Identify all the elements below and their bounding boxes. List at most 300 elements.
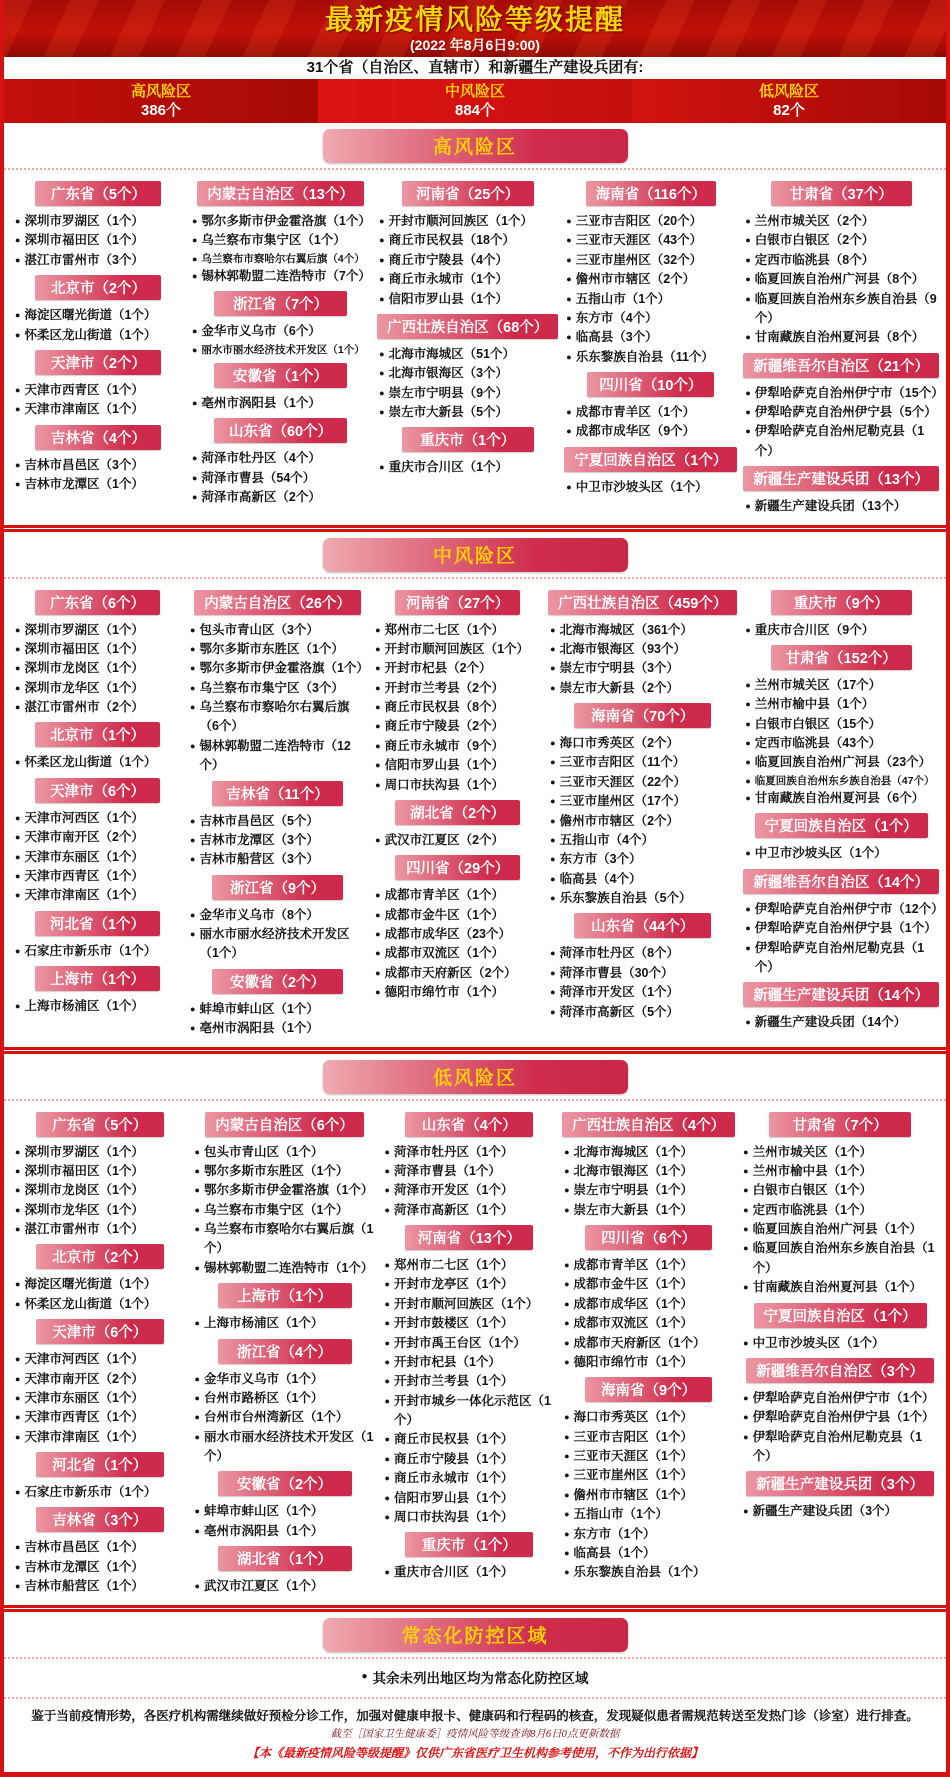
bullet-icon: ●: [550, 682, 556, 693]
bullet-icon: ●: [384, 1356, 390, 1367]
region-label: 菏泽市曹县（30个）: [559, 965, 674, 980]
region-label: 三亚市崖州区（17个）: [559, 794, 686, 809]
bullet-icon: ●: [550, 624, 556, 635]
region-label: 台州市台州湾新区（1个）: [203, 1410, 349, 1425]
region-label: 临夏回族自治州广河县（8个）: [754, 272, 925, 287]
bullet-icon: ●: [15, 1412, 21, 1423]
region-list: [743, 621, 939, 640]
region-item: [188, 621, 367, 640]
region-label: 金华市义乌市（1个）: [203, 1371, 324, 1386]
region-label: 乌兰察布市察哈尔右翼后旗（4个）: [201, 252, 365, 265]
region-item: [743, 773, 939, 789]
bullet-icon: ●: [375, 929, 381, 939]
region-item: [562, 1334, 735, 1353]
bullet-icon: ●: [743, 1282, 749, 1293]
region-list: [741, 1334, 939, 1353]
bullet-icon: ●: [15, 1373, 21, 1384]
region-label: 吉林市昌邑区（1个）: [24, 1540, 144, 1555]
region-item: [562, 1447, 735, 1466]
region-item: [562, 1563, 735, 1582]
province-header: 安徽省（2个）: [218, 1471, 352, 1496]
province-header: 浙江省（9个）: [212, 875, 343, 900]
province-header: 上海市（1个）: [35, 966, 160, 991]
bullet-icon: ●: [194, 1318, 200, 1329]
region-item: [741, 1428, 939, 1467]
region-label: 开封市龙亭区（1个）: [393, 1277, 514, 1292]
region-label: 海口市秀英区（1个）: [573, 1410, 693, 1425]
section-high: [4, 123, 946, 525]
region-item: [193, 1162, 377, 1181]
region-item: [564, 403, 737, 422]
region-item: [373, 698, 542, 717]
bullet-icon: ●: [384, 1337, 390, 1348]
province-header: 河南省（13个）: [405, 1225, 533, 1250]
bullet-icon: ●: [384, 1395, 390, 1406]
header-banner: [4, 0, 946, 57]
region-label: 北海市银海区（93个）: [559, 641, 686, 656]
region-item: [383, 1275, 557, 1294]
region-item: [188, 640, 367, 659]
bullet-icon: ●: [15, 1165, 21, 1176]
region-label: 三亚市吉阳区（20个）: [575, 214, 703, 228]
region-list: [13, 809, 182, 906]
region-item: [383, 1201, 557, 1220]
region-list: [743, 384, 944, 462]
province-header: 河北省（1个）: [35, 911, 160, 936]
region-item: [13, 1220, 187, 1239]
region-item: [373, 925, 542, 944]
region-label: 深圳市福田区（1个）: [24, 233, 144, 248]
region-item: [377, 384, 558, 403]
region-label: 中卫市沙坡头区（1个）: [752, 1335, 885, 1350]
column-3: [370, 585, 545, 1003]
bullet-icon: ●: [743, 1337, 749, 1348]
region-item: [13, 251, 184, 270]
region-label: 三亚市吉阳区（11个）: [559, 755, 686, 770]
region-label: 菏泽市高新区（5个）: [559, 1004, 680, 1019]
bullet-icon: ●: [191, 326, 198, 337]
subtitle: 31个省（自治区、直辖市）和新疆生产建设兵团有:: [4, 57, 946, 79]
province-header: 新疆维吾尔自治区（3个）: [746, 1358, 934, 1383]
region-item: [193, 1201, 377, 1220]
region-label: 丽水市丽水经济技术开发区（1个）: [201, 343, 365, 356]
column-1: [10, 176, 187, 494]
region-item: [562, 1525, 735, 1544]
region-label: 崇左市大新县（1个）: [573, 1202, 693, 1217]
region-list: [548, 621, 737, 699]
region-label: 临高县（3个）: [575, 330, 658, 345]
column-1: [10, 585, 185, 1017]
bullet-icon: ●: [375, 760, 381, 771]
region-label: 湛江市雷州市（1个）: [24, 1222, 144, 1236]
province-header: 广东省（5个）: [36, 1112, 164, 1137]
province-header: 四川省（6个）: [585, 1225, 712, 1250]
region-label: 兰州市城关区（2个）: [754, 214, 875, 228]
region-label: 甘南藏族自治州夏河县（1个）: [752, 1280, 923, 1295]
region-item: [743, 919, 939, 938]
region-item: [373, 717, 542, 736]
bullet-icon: ●: [745, 775, 751, 786]
bullet-icon: ●: [566, 426, 572, 437]
region-item: [377, 270, 558, 289]
region-item: [193, 1577, 377, 1596]
region-item: [743, 1013, 939, 1032]
region-list: [13, 621, 182, 718]
bullet-icon: ●: [15, 1279, 21, 1290]
region-list: [548, 944, 737, 1022]
region-item: [373, 679, 542, 698]
region-item: [743, 715, 939, 734]
region-item: [548, 640, 737, 659]
region-item: [383, 1450, 557, 1469]
section-banner-low: 低风险区: [323, 1060, 628, 1094]
bullet-icon: ●: [564, 1451, 570, 1461]
region-item: [743, 753, 939, 772]
region-item: [188, 812, 367, 831]
region-item: [743, 403, 939, 422]
region-item: [188, 925, 367, 964]
bullet-icon: ●: [15, 1542, 21, 1553]
region-list: [564, 403, 737, 442]
region-item: [562, 1408, 735, 1427]
region-list: [13, 1483, 187, 1502]
section-divider: [4, 1047, 946, 1054]
province-header: 湖北省（1个）: [218, 1546, 352, 1571]
region-list: [193, 1143, 377, 1279]
region-item: [548, 734, 737, 753]
bullet-icon: ●: [15, 851, 21, 862]
column-5: [740, 176, 942, 517]
region-list: [13, 942, 182, 961]
region-item: [188, 698, 367, 737]
region-label: 重庆市合川区（1个）: [393, 1565, 514, 1580]
column-4: [561, 176, 740, 497]
bullet-icon: ●: [194, 1204, 200, 1215]
section-medium: [4, 532, 946, 1047]
region-label: 开封市杞县（2个）: [384, 661, 492, 676]
region-list: [188, 621, 367, 776]
column-1: [10, 1107, 190, 1597]
bullet-icon: ●: [564, 1412, 570, 1423]
footer-advisory: 鉴于当前疫情形势，各医疗机构需继续做好预检分诊工作，加强对健康申报卡、健康码和行程码的核查，发现疑似患者需规范转送至发热门诊（诊室）进行排查。: [31, 1708, 919, 1723]
region-label: 崇左市宁明县（9个）: [388, 385, 509, 400]
column-3: [374, 176, 561, 478]
bullet-icon: ●: [745, 942, 751, 953]
region-label: 信阳市罗山县（1个）: [384, 758, 505, 773]
region-label: 定西市临洮县（43个）: [754, 736, 882, 750]
region-label: 海淀区曙光街道（1个）: [24, 1277, 157, 1292]
bullet-icon: ●: [191, 235, 198, 246]
region-label: 甘南藏族自治州夏河县（8个）: [754, 330, 925, 345]
footer-data-source: 截至［国家卫生健康委］疫情风险等级查询8月6日0点更新数据: [330, 1728, 620, 1740]
region-label: 成都市青羊区（1个）: [573, 1258, 693, 1272]
region-item: [548, 1003, 737, 1022]
bullet-icon: ●: [190, 643, 196, 654]
region-item: [741, 1181, 939, 1200]
region-item: [188, 1000, 367, 1019]
region-item: [13, 1538, 187, 1557]
region-label: 成都市青羊区（1个）: [575, 405, 696, 419]
province-header: 北京市（2个）: [35, 275, 161, 300]
region-label: 湛江市雷州市（2个）: [24, 700, 144, 714]
region-label: 三亚市天涯区（43个）: [575, 233, 703, 248]
bullet-icon: ●: [15, 1392, 21, 1403]
region-label: 商丘市宁陵县（1个）: [393, 1451, 514, 1466]
bullet-icon: ●: [191, 492, 198, 503]
bullet-icon: ●: [194, 1506, 200, 1517]
province-header: 安徽省（2个）: [212, 969, 343, 994]
column-2: [190, 1107, 380, 1597]
province-header: 内蒙古自治区（13个）: [197, 181, 364, 206]
region-label: 新疆生产建设兵团（3个）: [752, 1504, 898, 1519]
region-label: 海口市秀英区（2个）: [559, 736, 680, 750]
bullet-icon: ●: [550, 873, 556, 884]
region-label: 五指山市（1个）: [575, 291, 671, 306]
region-item: [190, 449, 371, 468]
region-label: 吉林市船营区（1个）: [24, 1579, 144, 1594]
region-label: 鄂尔多斯市东胜区（1个）: [199, 641, 344, 656]
bullet-icon: ●: [375, 909, 381, 920]
region-list: [13, 456, 184, 495]
region-list: [13, 1143, 187, 1240]
bullet-icon: ●: [375, 643, 381, 654]
region-item: [383, 1430, 557, 1449]
region-label: 金华市义乌市（6个）: [201, 324, 321, 339]
region-label: 深圳市罗湖区（1个）: [24, 1144, 144, 1159]
region-item: [377, 364, 558, 383]
region-item: [190, 488, 371, 507]
region-label: 吉林市昌邑区（3个）: [24, 457, 144, 472]
region-list: [383, 1256, 557, 1527]
region-label: 定西市临洮县（8个）: [754, 252, 875, 267]
bullet-icon: ●: [743, 1506, 749, 1517]
bullet-icon: ●: [745, 923, 751, 934]
bullet-icon: ●: [15, 404, 21, 415]
region-label: 鄂尔多斯市伊金霍洛旗（1个）: [203, 1183, 374, 1198]
bullet-icon: ●: [15, 890, 21, 901]
region-item: [741, 1278, 939, 1297]
region-label: 伊犁哈萨克自治州伊宁市（1个）: [752, 1390, 935, 1405]
region-label: 白银市白银区（2个）: [754, 233, 875, 248]
region-label: 三亚市崖州区（1个）: [573, 1468, 693, 1483]
region-label: 中卫市沙坡头区（1个）: [575, 479, 708, 494]
region-label: 菏泽市开发区（1个）: [559, 985, 680, 1000]
region-list: [562, 1143, 735, 1221]
region-item: [564, 290, 737, 309]
region-label: 崇左市宁明县（3个）: [559, 661, 680, 676]
region-label: 周口市扶沟县（1个）: [384, 777, 505, 792]
bullet-icon: ●: [194, 1373, 200, 1384]
region-item: [383, 1353, 557, 1372]
bullet-icon: ●: [15, 870, 21, 881]
page-title: 最新疫情风险等级提醒: [324, 4, 625, 35]
province-header: 四川省（10个）: [587, 372, 714, 397]
region-label: 乌兰察布市察哈尔右翼后旗（1个）: [203, 1222, 374, 1256]
bullet-icon: ●: [15, 384, 21, 395]
bullet-icon: ●: [566, 332, 572, 343]
region-list: [564, 212, 737, 367]
region-label: 怀柔区龙山街道（1个）: [24, 327, 157, 342]
bullet-icon: ●: [191, 216, 198, 226]
bullet-icon: ●: [745, 1017, 751, 1028]
region-label: 开封市兰考县（2个）: [384, 680, 505, 695]
bullet-icon: ●: [564, 1279, 570, 1290]
region-label: 三亚市天涯区（22个）: [559, 774, 686, 789]
bullet-icon: ●: [190, 1023, 196, 1034]
region-item: [743, 789, 939, 808]
column-3: [380, 1107, 560, 1583]
region-label: 深圳市罗湖区（1个）: [24, 214, 144, 228]
region-list: [743, 676, 939, 809]
region-item: [373, 964, 542, 983]
region-item: [548, 792, 737, 811]
region-item: [548, 870, 737, 889]
region-item: [562, 1181, 735, 1200]
region-item: [383, 1508, 557, 1527]
bullet-icon: ●: [375, 702, 381, 712]
bullet-icon: ●: [15, 757, 21, 768]
region-item: [190, 322, 371, 341]
bullet-icon: ●: [384, 1511, 390, 1522]
bullet-icon: ●: [384, 1146, 390, 1157]
region-item: [564, 328, 737, 347]
region-item: [13, 1162, 187, 1181]
bullet-icon: ●: [564, 1337, 570, 1348]
region-list: [383, 1143, 557, 1221]
province-header: 北京市（2个）: [36, 1244, 164, 1269]
bullet-icon: ●: [190, 909, 196, 920]
region-label: 乌兰察布市集宁区（3个）: [199, 680, 344, 695]
region-label: 包头市青山区（1个）: [203, 1144, 324, 1159]
region-item: [13, 381, 184, 400]
region-label: 丽水市丽水经济技术开发区（1个）: [203, 1429, 374, 1463]
bullet-icon: ●: [743, 1146, 749, 1157]
region-item: [743, 384, 944, 403]
region-list: [193, 1577, 377, 1596]
bullet-icon: ●: [15, 329, 21, 340]
region-label: 成都市双流区（1个）: [384, 946, 505, 961]
region-label: 三亚市崖州区（32个）: [575, 252, 703, 267]
count-value: 82个: [773, 102, 805, 119]
province-header: 甘肃省（37个）: [771, 181, 912, 206]
province-header: 河南省（25个）: [402, 181, 534, 206]
bullet-icon: ●: [745, 274, 751, 285]
region-item: [13, 679, 182, 698]
region-item: [13, 1181, 187, 1200]
region-label: 深圳市龙岗区（1个）: [24, 661, 144, 676]
region-list: [373, 886, 542, 1002]
region-label: 北海市银海区（3个）: [388, 366, 509, 381]
bullet-icon: ●: [384, 1492, 390, 1503]
region-list: [188, 1000, 367, 1039]
region-item: [13, 456, 184, 475]
section-banner-medium: 中风险区: [323, 538, 628, 572]
region-item: [564, 478, 737, 497]
count-value: 884个: [454, 102, 496, 119]
region-label: 崇左市大新县（5个）: [388, 405, 509, 419]
region-item: [741, 1201, 939, 1220]
bullet-icon: ●: [745, 757, 751, 768]
region-item: [383, 1256, 557, 1275]
region-label: 深圳市龙华区（1个）: [24, 680, 144, 695]
region-item: [564, 270, 737, 289]
region-item: [377, 403, 558, 422]
region-item: [562, 1466, 735, 1485]
province-header: 上海市（1个）: [218, 1283, 352, 1308]
report-date: (2022 年8月6日9:00): [410, 37, 540, 53]
region-item: [193, 1522, 377, 1541]
region-label: 开封市禹王台区（1个）: [393, 1335, 526, 1350]
count-value: 386个: [140, 102, 182, 119]
region-list: [377, 212, 558, 309]
bullet-icon: ●: [550, 948, 556, 959]
region-item: [743, 844, 939, 863]
region-item: [13, 1483, 187, 1502]
region-item: [743, 328, 939, 347]
bullet-icon: ●: [564, 1528, 570, 1539]
region-item: [373, 886, 542, 905]
region-item: [13, 1201, 187, 1220]
region-list: [743, 900, 944, 978]
region-label: 上海市杨浦区（1个）: [24, 999, 144, 1013]
province-header: 宁夏回族自治区（1个）: [564, 447, 737, 472]
region-label: 儋州市市辖区（2个）: [559, 813, 680, 828]
bullet-icon: ●: [190, 854, 196, 865]
count-high-risk: [4, 79, 318, 123]
region-label: 德阳市绵竹市（1个）: [573, 1354, 693, 1369]
region-item: [562, 1428, 735, 1447]
region-label: 蚌埠市蚌山区（1个）: [199, 1001, 319, 1016]
bullet-icon: ●: [194, 1581, 200, 1592]
region-item: [548, 831, 737, 850]
count-label: 高风险区: [130, 83, 191, 100]
bullet-icon: ●: [566, 351, 572, 362]
bullet-icon: ●: [190, 740, 196, 751]
region-item: [13, 753, 182, 772]
bullet-icon: ●: [566, 274, 572, 285]
region-label: 崇左市宁明县（1个）: [573, 1183, 693, 1198]
region-item: [548, 812, 737, 831]
region-item: [548, 944, 737, 963]
region-label: 临夏回族自治州东乡族自治县（47个）: [754, 774, 935, 787]
region-item: [13, 640, 182, 659]
region-item: [13, 1428, 187, 1447]
region-item: [564, 309, 737, 328]
bullet-icon: ●: [550, 643, 556, 654]
region-item: [743, 939, 939, 978]
bullet-icon: ●: [190, 624, 196, 635]
region-list: [743, 497, 939, 516]
bullet-icon: ●: [743, 1165, 749, 1176]
region-label: 菏泽市开发区（1个）: [393, 1183, 514, 1198]
province-header: 广西壮族自治区（4个）: [562, 1112, 735, 1137]
region-list: [564, 478, 737, 497]
region-item: [13, 997, 182, 1016]
region-label: 商丘市永城市（9个）: [384, 738, 505, 753]
province-header: 广东省（6个）: [35, 590, 160, 615]
region-label: 崇左市大新县（2个）: [559, 680, 680, 695]
region-label: 鄂尔多斯市东胜区（1个）: [203, 1163, 349, 1178]
region-list: [377, 345, 558, 423]
region-item: [743, 676, 939, 695]
region-label: 天津市西青区（1个）: [24, 1410, 144, 1425]
region-item: [743, 231, 939, 250]
bullet-icon: ●: [384, 1279, 390, 1290]
footer: [4, 1697, 946, 1772]
column-4: [545, 585, 740, 1022]
region-item: [743, 621, 939, 640]
region-label: 成都市成华区（9个）: [575, 424, 696, 439]
